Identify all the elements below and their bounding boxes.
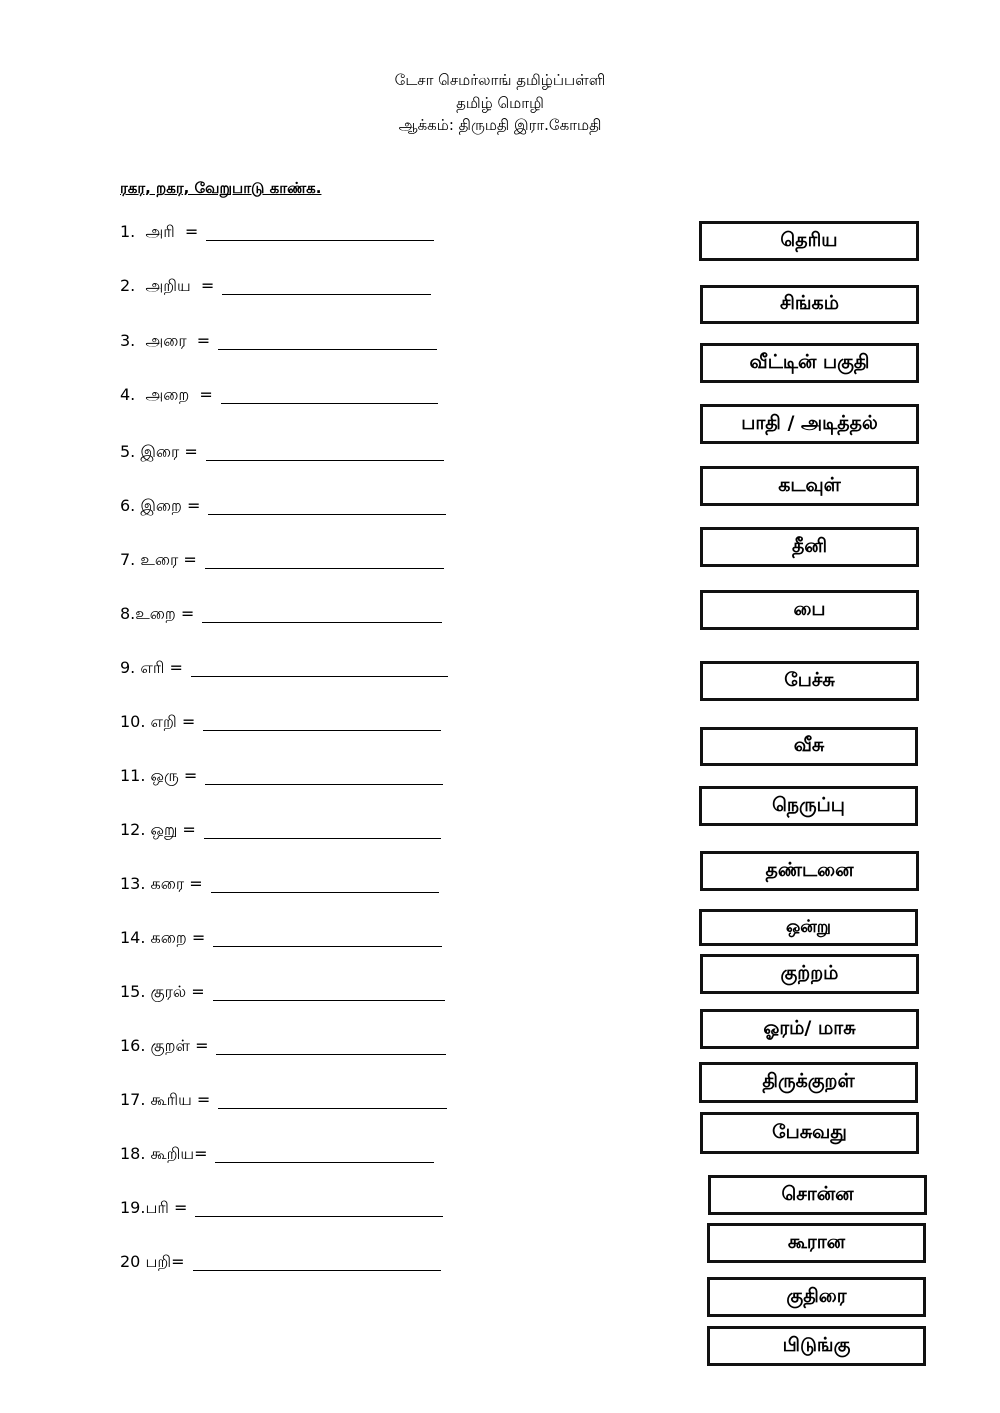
question-label: 5. இரை =: [120, 442, 198, 461]
answer-blank-18[interactable]: [215, 1147, 434, 1163]
word-card-12[interactable]: ஒன்று: [699, 909, 918, 946]
question-row-13: [120, 874, 439, 894]
word-card-15[interactable]: திருக்குறள்: [699, 1062, 918, 1103]
answer-blank-4[interactable]: [221, 388, 438, 404]
question-label: 18. கூறிய=: [120, 1144, 208, 1163]
question-row-16: [120, 1036, 446, 1056]
answer-blank-11[interactable]: [205, 769, 443, 785]
word-card-2[interactable]: சிங்கம்: [700, 285, 919, 324]
answer-blank-3[interactable]: [218, 334, 437, 350]
question-label: 17. கூரிய =: [120, 1090, 211, 1109]
word-card-18[interactable]: கூரான: [707, 1223, 926, 1263]
question-label: 16. குறள் =: [120, 1036, 209, 1055]
word-card-6[interactable]: தீனி: [700, 527, 919, 567]
question-row-10: [120, 712, 441, 732]
question-row-11: [120, 766, 443, 786]
question-row-19: [120, 1198, 443, 1218]
question-row-3: [120, 331, 437, 351]
word-card-1[interactable]: தெரிய: [699, 221, 919, 261]
word-card-5[interactable]: கடவுள்: [700, 466, 919, 506]
answer-blank-5[interactable]: [206, 445, 444, 461]
question-label: 9. எரி =: [120, 658, 183, 677]
word-card-11[interactable]: தண்டனை: [700, 851, 919, 891]
answer-blank-12[interactable]: [204, 823, 441, 839]
word-card-16[interactable]: பேசுவது: [700, 1112, 919, 1154]
question-label: 15. குரல் =: [120, 982, 205, 1001]
answer-blank-20[interactable]: [193, 1255, 441, 1271]
word-card-10[interactable]: நெருப்பு: [699, 786, 918, 826]
answer-blank-8[interactable]: [202, 607, 442, 623]
word-card-20[interactable]: பிடுங்கு: [707, 1326, 926, 1366]
answer-blank-16[interactable]: [216, 1039, 446, 1055]
question-row-15: [120, 982, 445, 1002]
answer-blank-7[interactable]: [205, 553, 444, 569]
answer-blank-14[interactable]: [213, 931, 442, 947]
answer-blank-19[interactable]: [195, 1201, 443, 1217]
question-row-1: [120, 222, 434, 242]
word-card-19[interactable]: குதிரை: [707, 1277, 926, 1317]
answer-blank-17[interactable]: [218, 1093, 447, 1109]
question-row-9: [120, 658, 448, 678]
question-label: 3. அரை =: [120, 331, 211, 350]
word-card-7[interactable]: பை: [700, 590, 919, 630]
answer-blank-1[interactable]: [206, 225, 434, 241]
question-label: 4. அறை =: [120, 385, 213, 404]
question-label: 8.உறை =: [120, 604, 195, 623]
answer-blank-9[interactable]: [191, 661, 448, 677]
word-card-14[interactable]: ஓரம்/ மாசு: [700, 1009, 919, 1049]
instruction-heading: ரகர, றகர, வேறுபாடு காண்க.: [120, 179, 322, 197]
subject-title: தமிழ் மொழி: [456, 94, 544, 112]
question-label: 7. உரை =: [120, 550, 197, 569]
answer-blank-10[interactable]: [203, 715, 441, 731]
question-label: 12. ஒறு =: [120, 820, 196, 839]
question-label: 10. எறி =: [120, 712, 196, 731]
answer-blank-6[interactable]: [208, 499, 446, 515]
question-row-12: [120, 820, 441, 840]
word-card-13[interactable]: குற்றம்: [700, 954, 919, 994]
question-label: 19.பரி =: [120, 1198, 188, 1217]
author-line: ஆக்கம்: திருமதி இரா.கோமதி: [398, 116, 602, 134]
question-row-14: [120, 928, 442, 948]
answer-blank-15[interactable]: [213, 985, 445, 1001]
word-card-17[interactable]: சொன்ன: [708, 1175, 927, 1215]
answer-blank-2[interactable]: [222, 279, 431, 295]
question-label: 13. கரை =: [120, 874, 203, 893]
question-row-20: [120, 1252, 441, 1272]
question-row-7: [120, 550, 444, 570]
question-label: 20 பறி=: [120, 1252, 185, 1271]
question-row-17: [120, 1090, 447, 1110]
question-row-5: [120, 442, 444, 462]
word-card-8[interactable]: பேச்சு: [700, 661, 919, 701]
word-card-9[interactable]: வீசு: [700, 727, 918, 766]
word-card-4[interactable]: பாதி / அடித்தல்: [700, 404, 919, 444]
question-label: 6. இறை =: [120, 496, 201, 515]
word-card-3[interactable]: வீட்டின் பகுதி: [700, 343, 919, 383]
question-label: 11. ஒரு =: [120, 766, 198, 785]
answer-blank-13[interactable]: [211, 877, 439, 893]
question-label: 2. அறிய =: [120, 276, 215, 295]
question-label: 1. அரி =: [120, 222, 199, 241]
question-row-8: [120, 604, 442, 624]
question-label: 14. கறை =: [120, 928, 206, 947]
question-row-2: [120, 276, 431, 296]
question-row-18: [120, 1144, 434, 1164]
school-name: டேசா செமர்லாங் தமிழ்ப்பள்ளி: [394, 71, 606, 89]
question-row-6: [120, 496, 446, 516]
question-row-4: [120, 385, 438, 405]
